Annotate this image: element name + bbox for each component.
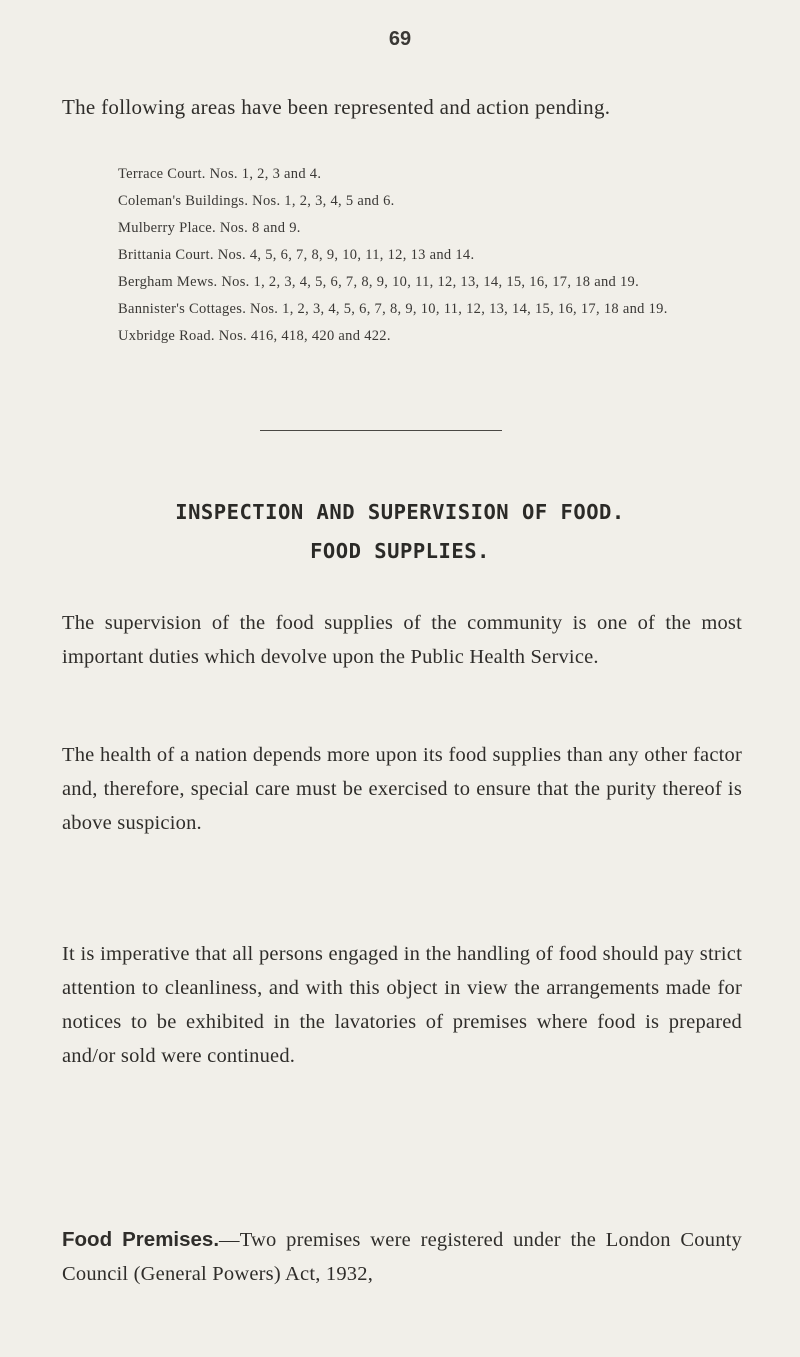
food-premises-text: —Two premises were registered under the London County Council (General Powers) Act, 1932, [62,1229,742,1285]
area-item-bannisters-cottages: Bannister's Cottages. Nos. 1, 2, 3, 4, 5, 6, 7, 8, 9, 10, 11, 12, 13, 14, 15, 16, 17, 18 and 19. [118,301,668,317]
area-item-bergham-mews: Bergham Mews. Nos. 1, 2, 3, 4, 5, 6, 7, 8, 9, 10, 11, 12, 13, 14, 15, 16, 17, 18 and 19. [118,274,639,290]
area-item-brittania-court: Brittania Court. Nos. 4, 5, 6, 7, 8, 9, 10, 11, 12, 13 and 14. [118,247,475,263]
paragraph-food-premises [62,1223,742,1291]
intro-paragraph: The following areas have been represented and action pending. [62,95,611,119]
food-premises-heading: Food Premises. [62,1228,220,1251]
section-divider [260,430,502,431]
section-heading: INSPECTION AND SUPERVISION OF FOOD. [175,500,625,524]
area-item-terrace-court: Terrace Court. Nos. 1, 2, 3 and 4. [118,166,322,182]
area-item-colemans-buildings: Coleman's Buildings. Nos. 1, 2, 3, 4, 5 and 6. [118,193,395,209]
paragraph-supervision: The supervision of the food supplies of the community is one of the most important duties which devolve upon the Public Health Service. [62,612,742,668]
subsection-heading: FOOD SUPPLIES. [310,539,490,563]
paragraph-cleanliness: It is imperative that all persons engaged in the handling of food should pay strict attention to cleanliness, and with this object in view the arrangements made for notices to be exhibited in the lavatories of premises where food is prepared and/or sold were continued. [62,943,742,1067]
area-item-uxbridge-road: Uxbridge Road. Nos. 416, 418, 420 and 422. [118,328,391,344]
area-item-mulberry-place: Mulberry Place. Nos. 8 and 9. [118,220,301,236]
areas-list [118,164,748,353]
paragraph-health-of-nation: The health of a nation depends more upon its food supplies than any other factor and, therefore, special care must be exercised to ensure that the purity thereof is above suspicion. [62,744,742,834]
page-number: 69 [388,28,412,50]
